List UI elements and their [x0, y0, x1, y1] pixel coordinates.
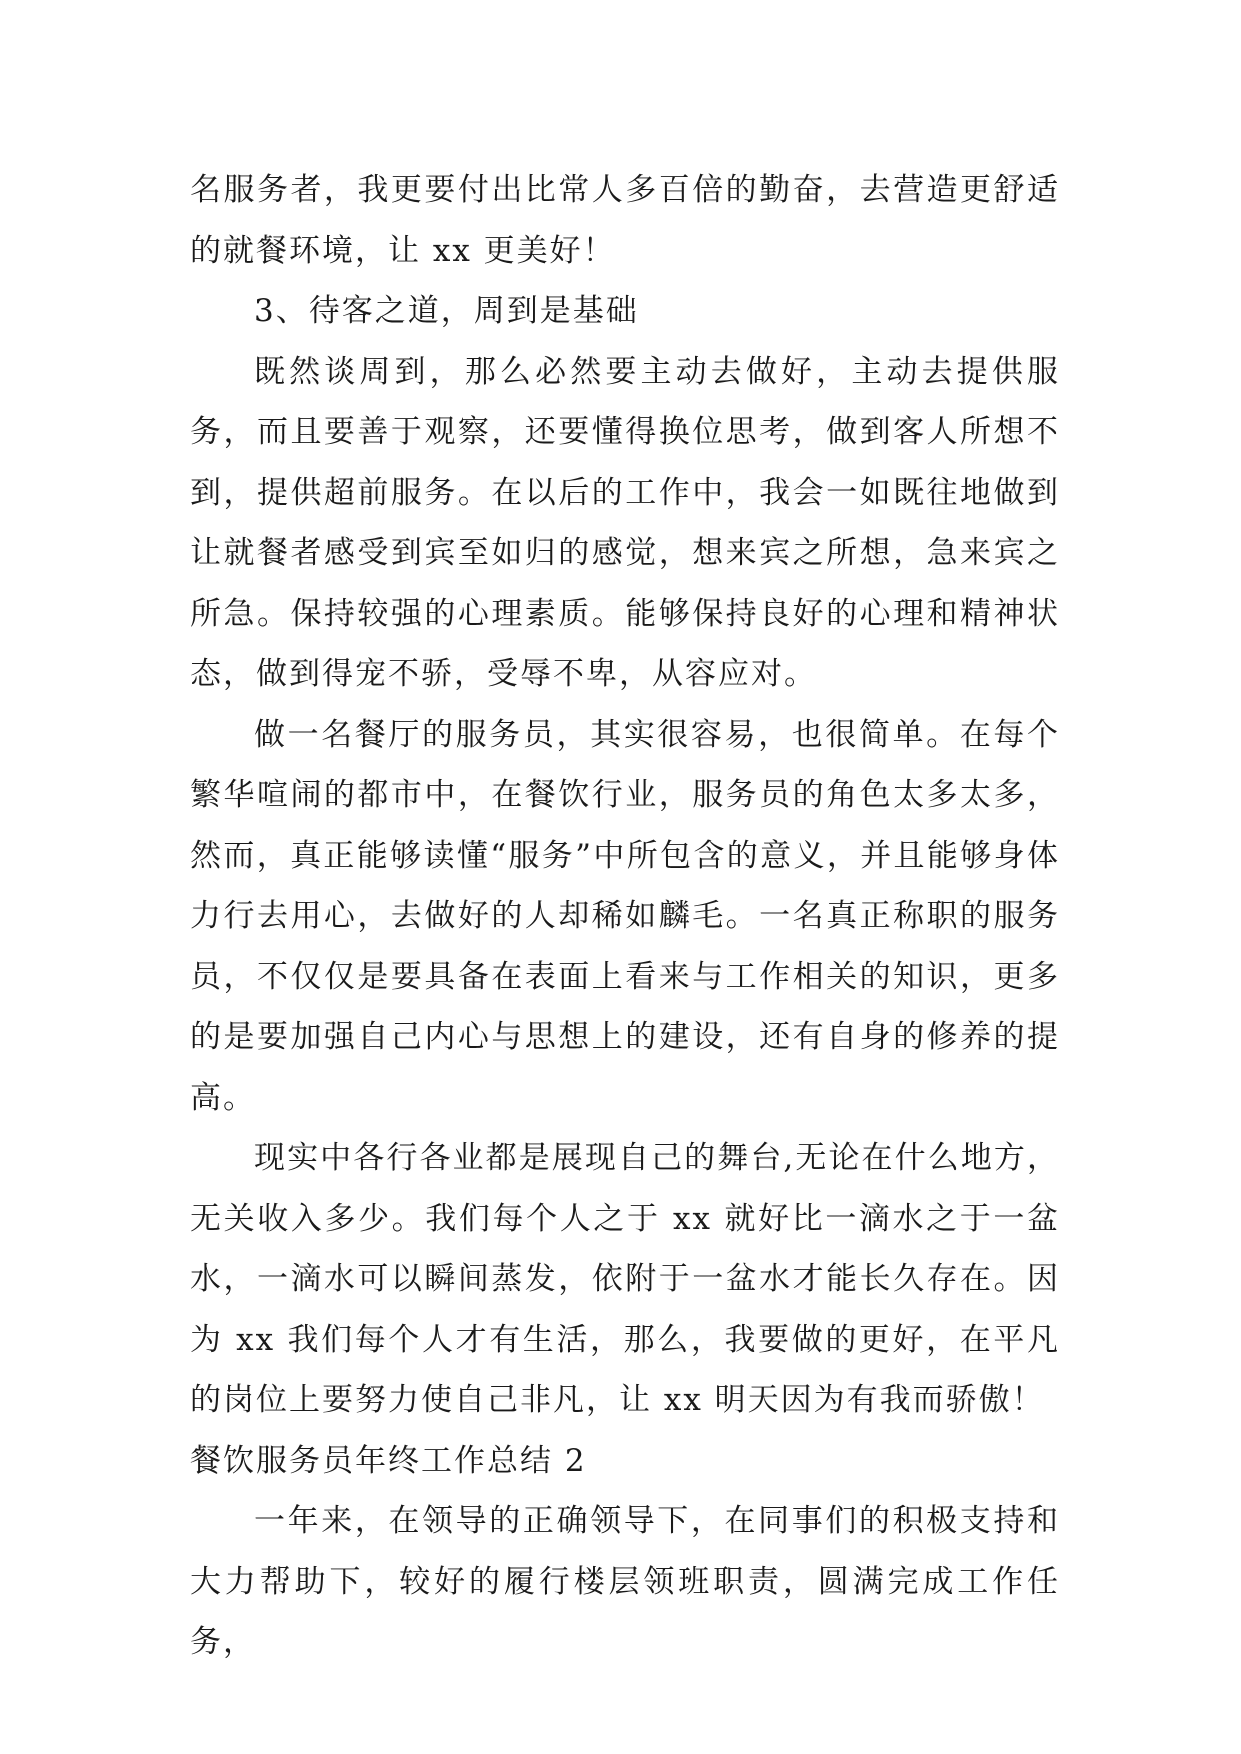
section-subheading: 3、待客之道，周到是基础	[254, 293, 639, 329]
paragraph-waiter-role: 做一名餐厅的服务员，其实很容易，也很简单。在每个繁华喧闹的都市中，在餐饮行业，服务员的角色太多太多，然而，真正能够读懂“服务”中所包含的意义，并且能够身体力行去用心，去做好的人却稀如麟毛。一名真正称职的服务员，不仅仅是要具备在表面上看来与工作相关的知识，更多的是要加强自己内心与思想上的建设，还有自身的修养的提高。	[190, 716, 1060, 1116]
paragraph-stage: 现实中各行各业都是展现自己的舞台,无论在什么地方，无关收入多少。我们每个人之于 xx 就好比一滴水之于一盆水，一滴水可以瞬间蒸发，依附于一盆水才能长久存在。因为 xx 我们每个人才有生活，那么，我要做的更好，在平凡的岗位上要努力使自己非凡，让 xx 明天因为有我而骄傲！	[190, 1140, 1060, 1418]
paragraph-continued: 名服务者，我更要付出比常人多百倍的勤奋，去营造更舒适的就餐环境，让 xx 更美好！	[190, 172, 1060, 269]
paragraph-year-summary: 一年来，在领导的正确领导下，在同事们的积极支持和大力帮助下，较好的履行楼层领班职责，圆满完成工作任务，	[190, 1503, 1060, 1660]
document-body	[190, 160, 1060, 1673]
section-title: 餐饮服务员年终工作总结 2	[190, 1442, 587, 1479]
paragraph-service-proactive: 既然谈周到，那么必然要主动去做好，主动去提供服务，而且要善于观察，还要懂得换位思考，做到客人所想不到，提供超前服务。在以后的工作中，我会一如既往地做到让就餐者感受到宾至如归的感觉，想来宾之所想，急来宾之所急。保持较强的心理素质。能够保持良好的心理和精神状态，做到得宠不骄，受辱不卑，从容应对。	[190, 353, 1060, 692]
